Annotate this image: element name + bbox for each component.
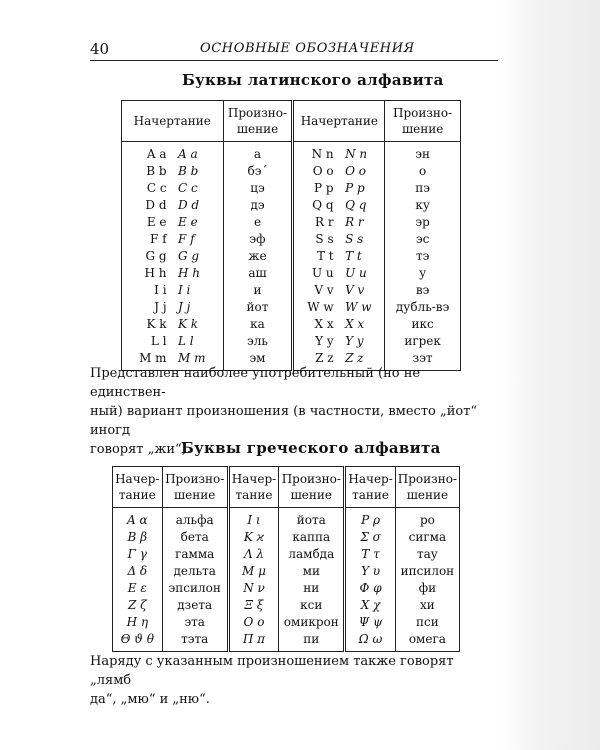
latin-header-shape: Начертание	[122, 101, 224, 142]
latin-italic-letters: C c	[178, 181, 198, 195]
latin-pronunciation-2: эс	[385, 231, 461, 248]
greek-letter-shape: Ε ε	[113, 580, 163, 597]
greek-header-pron-2: Произно- шение	[279, 467, 345, 508]
greek-pronunciation: пи	[279, 631, 345, 652]
greek-letter-shape: Σ σ	[345, 529, 395, 546]
latin-pronunciation: бэ´	[223, 163, 293, 180]
latin-pronunciation-2: зэт	[385, 350, 461, 371]
greek-pronunciation: гамма	[162, 546, 228, 563]
latin-italic-letters: D d	[178, 198, 200, 212]
latin-italic-letters: Z z	[345, 351, 364, 365]
greek-header-pron-1: Произно- шение	[162, 467, 228, 508]
latin-pronunciation: цэ	[223, 180, 293, 197]
greek-letter-shape: Ω ω	[345, 631, 395, 652]
latin-pronunciation: а	[223, 142, 293, 164]
greek-letter-shape: Υ υ	[345, 563, 395, 580]
latin-upright-letters: Q q	[312, 198, 334, 212]
greek-letter-shape: Χ χ	[345, 597, 395, 614]
greek-pronunciation: ро	[395, 508, 459, 530]
latin-italic-letters: Q q	[345, 198, 367, 212]
latin-upright-letters: C c	[146, 181, 167, 195]
greek-letter-shape: Θ ϑ θ	[113, 631, 163, 652]
table-row	[122, 142, 461, 164]
latin-upright-letters: X x	[314, 317, 334, 331]
latin-letter-shapes	[122, 197, 224, 214]
latin-pronunciation-2: игрек	[385, 333, 461, 350]
table-row	[113, 508, 460, 530]
latin-pronunciation-2: дубль-вэ	[385, 299, 461, 316]
greek-letter-shape: Ρ ρ	[345, 508, 395, 530]
greek-header-shape-2: Начер- тание	[228, 467, 278, 508]
latin-italic-letters: I i	[178, 283, 191, 297]
page-header	[90, 40, 498, 61]
latin-letter-shapes-2	[293, 214, 385, 231]
latin-upright-letters: E e	[146, 215, 167, 229]
table-row	[122, 180, 461, 197]
greek-letter-shape: Γ γ	[113, 546, 163, 563]
greek-letter-shape: Π π	[228, 631, 278, 652]
latin-letter-shapes-2	[293, 163, 385, 180]
latin-upright-letters: B b	[146, 164, 167, 178]
latin-letter-shapes	[122, 333, 224, 350]
latin-header-pron: Произно- шение	[223, 101, 293, 142]
greek-pronunciation: ми	[279, 563, 345, 580]
latin-upright-letters: U u	[311, 266, 334, 280]
greek-letter-shape: Ζ ζ	[113, 597, 163, 614]
latin-pronunciation-2: тэ	[385, 248, 461, 265]
latin-italic-letters: V v	[345, 283, 365, 297]
greek-pronunciation: хи	[395, 597, 459, 614]
greek-alphabet-table	[112, 466, 460, 652]
greek-pronunciation: дельта	[162, 563, 228, 580]
latin-letter-shapes	[122, 299, 224, 316]
latin-header-shape-2: Начертание	[293, 101, 385, 142]
latin-pronunciation: е	[223, 214, 293, 231]
latin-italic-letters: Y y	[345, 334, 364, 348]
latin-pronunciation-2: ку	[385, 197, 461, 214]
latin-pronunciation-2: эр	[385, 214, 461, 231]
greek-letter-shape: Φ φ	[345, 580, 395, 597]
latin-italic-letters: W w	[345, 300, 372, 314]
greek-pronunciation: альфа	[162, 508, 228, 530]
greek-pronunciation: ипсилон	[395, 563, 459, 580]
latin-italic-letters: K k	[178, 317, 199, 331]
table-row	[122, 248, 461, 265]
latin-letter-shapes-2	[293, 180, 385, 197]
latin-pronunciation-2: эн	[385, 142, 461, 164]
latin-upright-letters: H h	[144, 266, 167, 280]
latin-pronunciation-2: у	[385, 265, 461, 282]
latin-letter-shapes	[122, 265, 224, 282]
latin-italic-letters: L l	[178, 334, 194, 348]
table-row	[113, 580, 460, 597]
greek-pronunciation: эпсилон	[162, 580, 228, 597]
latin-italic-letters: X x	[345, 317, 365, 331]
latin-italic-letters: R r	[345, 215, 364, 229]
latin-italic-letters: T t	[345, 249, 362, 263]
greek-letter-shape: Κ ϰ	[228, 529, 278, 546]
greek-pronunciation: тэта	[162, 631, 228, 652]
latin-upright-letters: Y y	[315, 334, 334, 348]
latin-pronunciation: йот	[223, 299, 293, 316]
greek-letter-shape: Ι ι	[228, 508, 278, 530]
latin-upright-letters: N n	[311, 147, 334, 161]
greek-header-row	[113, 467, 460, 508]
latin-upright-letters: A a	[146, 147, 167, 161]
latin-pronunciation-2: икс	[385, 316, 461, 333]
greek-footnote: Наряду с указанным произношением также говорят „лямб да“, „мю“ и „ню“.	[90, 654, 454, 707]
latin-upright-letters: W w	[307, 300, 334, 314]
greek-letter-shape: Ν ν	[228, 580, 278, 597]
greek-letter-shape: Α α	[113, 508, 163, 530]
latin-italic-letters: H h	[178, 266, 201, 280]
greek-pronunciation: йота	[279, 508, 345, 530]
latin-upright-letters: G g	[145, 249, 167, 263]
latin-italic-letters: B b	[178, 164, 199, 178]
greek-letter-shape: Λ λ	[228, 546, 278, 563]
greek-pronunciation: пси	[395, 614, 459, 631]
table-row	[113, 546, 460, 563]
greek-letter-shape: Μ μ	[228, 563, 278, 580]
page-number: 40	[90, 40, 110, 58]
greek-pronunciation: омикрон	[279, 614, 345, 631]
latin-italic-letters: M m	[178, 351, 206, 365]
latin-letter-shapes	[122, 214, 224, 231]
latin-italic-letters: A a	[178, 147, 198, 161]
greek-pronunciation: ни	[279, 580, 345, 597]
greek-pronunciation: дзета	[162, 597, 228, 614]
latin-italic-letters: P p	[345, 181, 365, 195]
latin-letter-shapes-2	[293, 231, 385, 248]
greek-pronunciation: тау	[395, 546, 459, 563]
latin-pronunciation: эф	[223, 231, 293, 248]
latin-pronunciation-2: вэ	[385, 282, 461, 299]
latin-upright-letters: Z z	[315, 351, 334, 365]
latin-letter-shapes-2	[293, 316, 385, 333]
latin-pronunciation: эль	[223, 333, 293, 350]
greek-letter-shape: Ξ ξ	[228, 597, 278, 614]
greek-header-shape-3: Начер- тание	[345, 467, 395, 508]
greek-pronunciation: сигма	[395, 529, 459, 546]
table-row	[113, 631, 460, 652]
latin-upright-letters: I i	[154, 283, 167, 297]
greek-letter-shape: Τ τ	[345, 546, 395, 563]
latin-upright-letters: O o	[312, 164, 334, 178]
table-row	[122, 282, 461, 299]
latin-letter-shapes-2	[293, 299, 385, 316]
table-row	[122, 214, 461, 231]
latin-letter-shapes	[122, 163, 224, 180]
greek-header-shape-1: Начер- тание	[113, 467, 163, 508]
latin-italic-letters: O o	[345, 164, 366, 178]
greek-letter-shape: Β β	[113, 529, 163, 546]
latin-header-row	[122, 101, 461, 142]
latin-letter-shapes-2	[293, 265, 385, 282]
greek-header-pron-3: Произно- шение	[395, 467, 459, 508]
running-title: ОСНОВНЫЕ ОБОЗНАЧЕНИЯ	[200, 41, 415, 56]
latin-upright-letters: V v	[314, 283, 334, 297]
table-row	[113, 529, 460, 546]
latin-letter-shapes	[122, 231, 224, 248]
table-row	[122, 333, 461, 350]
latin-letter-shapes	[122, 316, 224, 333]
table-row	[122, 197, 461, 214]
latin-footnote: Представлен наиболее употребительный (но не единствен- ный) вариант произношения (в частности, вместо „йот“ иногд говорят „жи“).	[90, 366, 478, 457]
latin-upright-letters: S s	[315, 232, 334, 246]
latin-letter-shapes	[122, 248, 224, 265]
latin-upright-letters: K k	[146, 317, 167, 331]
table-row	[122, 265, 461, 282]
greek-letter-shape: Δ δ	[113, 563, 163, 580]
latin-upright-letters: J j	[154, 300, 167, 314]
latin-letter-shapes-2	[293, 197, 385, 214]
table-row	[122, 163, 461, 180]
latin-alphabet-table	[121, 100, 461, 371]
latin-upright-letters: M m	[139, 351, 167, 365]
latin-pronunciation: дэ	[223, 197, 293, 214]
latin-upright-letters: T t	[316, 249, 334, 263]
latin-italic-letters: N n	[345, 147, 368, 161]
greek-pronunciation: каппа	[279, 529, 345, 546]
latin-alphabet-title: Буквы латинского алфавита	[182, 71, 444, 89]
latin-upright-letters: L l	[150, 334, 167, 348]
page-edge-shadow	[500, 0, 600, 750]
latin-letter-shapes-2	[293, 248, 385, 265]
table-row	[113, 614, 460, 631]
table-row	[122, 231, 461, 248]
table-row	[122, 316, 461, 333]
greek-letter-shape: Ο ο	[228, 614, 278, 631]
greek-pronunciation: ламбда	[279, 546, 345, 563]
latin-upright-letters: P p	[314, 181, 334, 195]
latin-upright-letters: D d	[145, 198, 167, 212]
latin-italic-letters: E e	[178, 215, 198, 229]
greek-pronunciation: омега	[395, 631, 459, 652]
greek-pronunciation: бета	[162, 529, 228, 546]
latin-italic-letters: J j	[178, 300, 191, 314]
latin-italic-letters: U u	[345, 266, 367, 280]
table-row	[113, 563, 460, 580]
latin-pronunciation: аш	[223, 265, 293, 282]
table-row	[113, 597, 460, 614]
latin-pronunciation-2: пэ	[385, 180, 461, 197]
latin-pronunciation: эм	[223, 350, 293, 371]
greek-alphabet-title: Буквы греческого алфавита	[181, 439, 441, 457]
latin-header-pron-2: Произно- шение	[385, 101, 461, 142]
latin-letter-shapes	[122, 180, 224, 197]
latin-pronunciation-2: о	[385, 163, 461, 180]
latin-letter-shapes-2	[293, 282, 385, 299]
latin-pronunciation: ка	[223, 316, 293, 333]
latin-upright-letters: F f	[149, 232, 167, 246]
greek-pronunciation: фи	[395, 580, 459, 597]
latin-italic-letters: F f	[178, 232, 195, 246]
latin-italic-letters: G g	[178, 249, 200, 263]
latin-upright-letters: R r	[315, 215, 334, 229]
greek-pronunciation: кси	[279, 597, 345, 614]
greek-letter-shape: Ψ ψ	[345, 614, 395, 631]
table-row	[122, 299, 461, 316]
latin-letter-shapes-2	[293, 333, 385, 350]
latin-pronunciation: и	[223, 282, 293, 299]
greek-pronunciation: эта	[162, 614, 228, 631]
greek-letter-shape: Η η	[113, 614, 163, 631]
latin-letter-shapes-2	[293, 142, 385, 164]
latin-pronunciation: же	[223, 248, 293, 265]
latin-italic-letters: S s	[345, 232, 364, 246]
latin-letter-shapes	[122, 282, 224, 299]
latin-letter-shapes	[122, 142, 224, 164]
